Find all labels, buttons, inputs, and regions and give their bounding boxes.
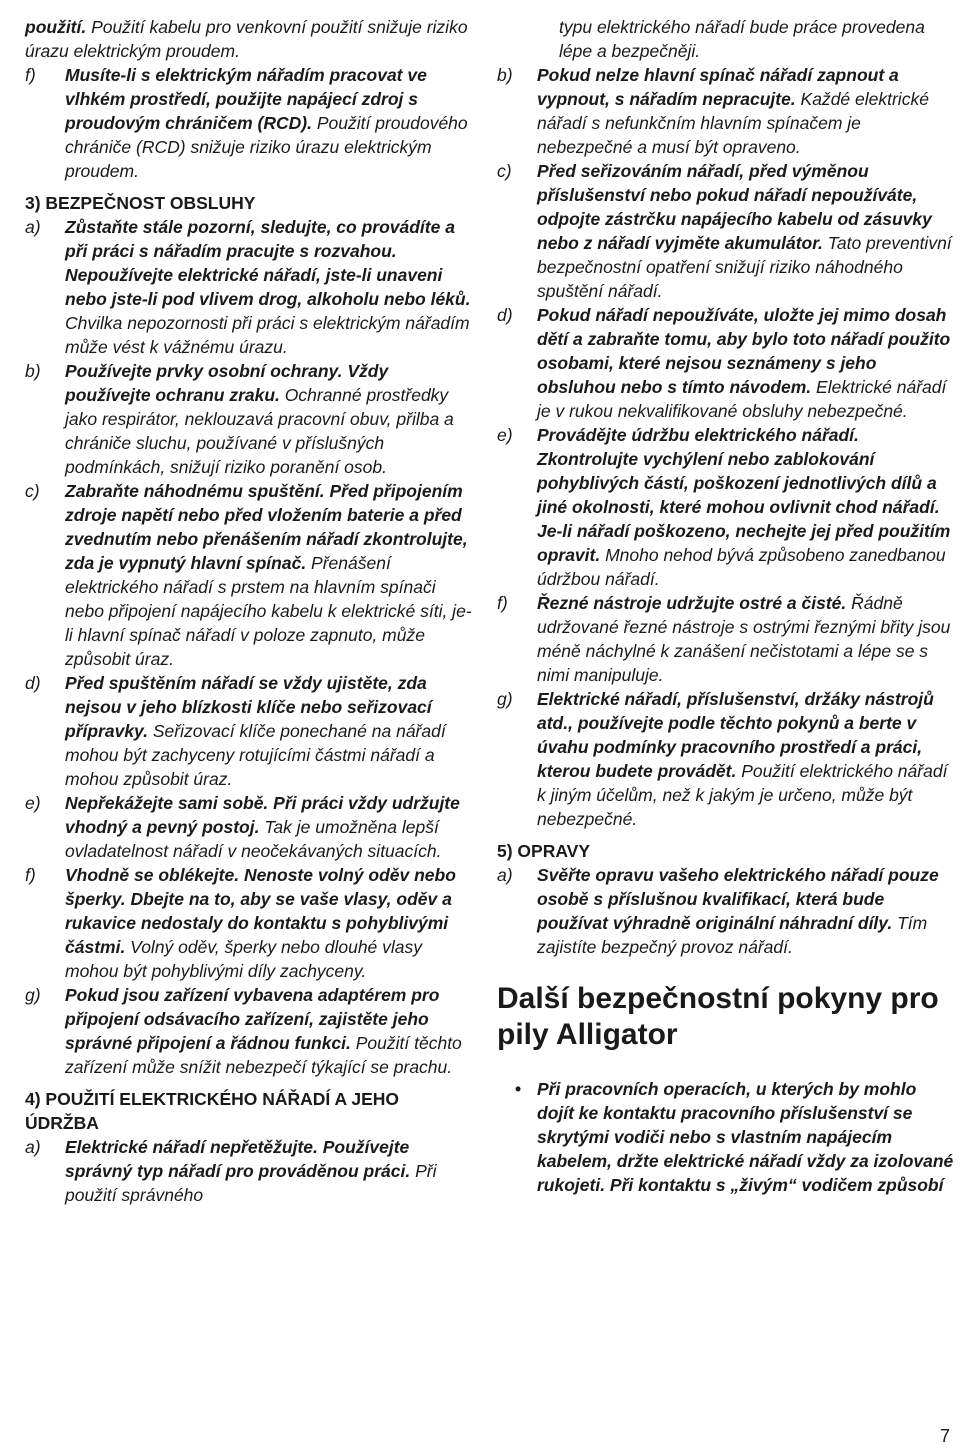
section-heading-3: 3) BEZPEČNOST OBSLUHY [25, 193, 256, 213]
list-letter: d) [25, 673, 41, 693]
list-item [25, 1135, 475, 1207]
list-letter: g) [497, 689, 513, 709]
list-item-bold: Pokud nelze hlavní spínač nářadí zapnout a vypnout, s nářadím nepracujte. [537, 65, 899, 109]
list-item-text: Použití elektrického nářadí k jiným účelům, než k jakým je určeno, může být nebezpečné. [537, 761, 948, 829]
list-item-bold: Svěřte opravu vašeho elektrického nářadí pouze osobě s příslušnou kvalifikací, která bude používat výhradně originální náhradní díly. [537, 865, 939, 933]
list-item [25, 359, 475, 479]
list-item [497, 591, 957, 687]
list-item-bold: Před seřizováním nářadí, před výměnou příslušenství nebo pokud nářadí nepoužíváte, odpojte zástrčku napájecího kabelu od zásuvky nebo z nářadí vyjměte akumulátor. [537, 161, 932, 253]
list-item [25, 983, 475, 1079]
left-column [25, 15, 475, 1207]
list-item [497, 303, 957, 423]
list-item-bold: Vhodně se oblékejte. Nenoste volný oděv nebo šperky. Dbejte na to, aby se vaše vlasy, oděv a rukavice nedostaly do kontaktu s pohyblivými částmi. [65, 865, 456, 957]
list-item [497, 159, 957, 303]
list-item-text: Při použití správného [65, 1161, 437, 1205]
section-heading-5: 5) OPRAVY [497, 841, 591, 861]
list-item-text: Mnoho nehod bývá způsobeno zanedbanou údržbou nářadí. [537, 545, 946, 589]
list-item-text: Každé elektrické nářadí s nefunkčním hlavním spínačem je nebezpečné a musí být opraveno. [537, 89, 929, 157]
list-item [25, 63, 475, 183]
list-item-bold: Elektrické nářadí, příslušenství, držáky nástrojů atd., používejte podle těchto pokynů a berte v úvahu podmínky pracovního prostředí a práci, kterou budete provádět. [537, 689, 934, 781]
list-item-bold: Před spuštěním nářadí se vždy ujistěte, zda nejsou v jeho blízkosti klíče nebo seřizovací přípravky. [65, 673, 432, 741]
list-item-text: Chvilka nepozornosti při práci s elektrickým nářadím může vést k vážnému úrazu. [65, 313, 470, 357]
list-letter: a) [497, 865, 513, 885]
list-item-text: Volný oděv, šperky nebo dlouhé vlasy mohou být pohyblivými díly zachyceny. [65, 937, 423, 981]
list-item [497, 63, 957, 159]
list-item-bold: Musíte-li s elektrickým nářadím pracovat ve vlhkém prostředí, použijte napájecí zdroj s proudovým chráničem (RCD). [65, 65, 427, 133]
list-letter: d) [497, 305, 513, 325]
right-column [497, 15, 957, 1197]
list-item-text: Použití těchto zařízení může snížit nebezpečí týkající se prachu. [65, 1033, 462, 1077]
section-4-list-right [497, 63, 957, 831]
section-heading-4: 4) POUŽITÍ ELEKTRICKÉHO NÁŘADÍ A JEHO ÚDRŽBA [25, 1089, 400, 1133]
list-item-bold: Řezné nástroje udržujte ostré a čisté. [537, 593, 847, 613]
section-3-list [25, 215, 475, 1079]
list-letter: a) [25, 1137, 41, 1157]
list-item-bold: Provádějte údržbu elektrického nářadí. Zkontrolujte vychýlení nebo zablokování pohyblivých částí, poškození jednotlivých dílů a jiné okolnosti, které mohou ovlivnit chod nářadí. Je-li nářadí poškozeno, nechejte jej před použitím opravit. [537, 425, 951, 565]
list-letter: f) [25, 65, 36, 85]
list-item-text: Použití proudového chrániče (RCD) snižuje riziko úrazu elektrickým proudem. [65, 113, 468, 181]
list-item [497, 687, 957, 831]
list-letter: e) [497, 425, 513, 445]
intro-lead: použití. [25, 17, 92, 37]
list-letter: g) [25, 985, 41, 1005]
page-number: 7 [940, 1426, 951, 1446]
section-4-list-left [25, 1135, 475, 1207]
list-item-text: Přenášení elektrického nářadí s prstem na hlavním spínači nebo připojení napájecího kabelu k elektrické síti, je-li hlavní spínač nářadí v poloze zapnuto, může způsobit úraz. [65, 553, 472, 669]
intro-text: Použití kabelu pro venkovní použití snižuje riziko úrazu elektrickým proudem. [25, 17, 468, 61]
list-letter: f) [497, 593, 508, 613]
continued-paragraph: typu elektrického nářadí bude práce provedena lépe a bezpečněji. [559, 17, 925, 61]
list-item-bold: Pokud nářadí nepoužíváte, uložte jej mimo dosah dětí a zabraňte tomu, aby bylo toto nářadí použito osobami, které nejsou seznámeny s jeho obsluhou nebo s tímto návodem. [537, 305, 951, 397]
list-item-text: Tím zajistíte bezpečný provoz nářadí. [537, 913, 928, 957]
list-letter: a) [25, 217, 41, 237]
bullet-item [497, 1077, 957, 1197]
list-item [25, 479, 475, 671]
page-heading: Další bezpečnostní pokyny pro pily Alligator [497, 982, 939, 1051]
list-letter: b) [25, 361, 41, 381]
list-item [497, 423, 957, 591]
list-item [497, 863, 957, 959]
list-item-bold: Používejte prvky osobní ochrany. Vždy používejte ochranu zraku. [65, 361, 389, 405]
list-item-text: Řádně udržované řezné nástroje s ostrými řeznými břity jsou méně náchylné k zanášení nečistotami a lépe se s nimi manipuluje. [537, 593, 951, 685]
list-item-bold: Zůstaňte stále pozorní, sledujte, co provádíte a při práci s nářadím pracujte s rozvahou. Nepoužívejte elektrické nářadí, jste-li unaveni nebo jste-li pod vlivem drog, alkoholu nebo léků. [65, 217, 471, 309]
list-item-bold: Pokud jsou zařízení vybavena adaptérem pro připojení odsávacího zařízení, zajistěte jeho správné připojení a řádnou funkci. [65, 985, 440, 1053]
list-item-bold: Elektrické nářadí nepřetěžujte. Používejte správný typ nářadí pro prováděnou práci. [65, 1137, 411, 1181]
bullet-text: Při pracovních operacích, u kterých by mohlo dojít ke kontaktu pracovního příslušenství se skrytými vodiči nebo s vlastním napájecím kabelem, držte elektrické nářadí vždy za izolované rukojeti. Při kontaktu s „živým“ vodičem způsobí [537, 1079, 954, 1195]
list-item-text: Tak je umožněna lepší ovladatelnost nářadí v neočekávaných situacích. [65, 817, 442, 861]
list-item-bold: Nepřekážejte sami sobě. Při práci vždy udržujte vhodný a pevný postoj. [65, 793, 460, 837]
list-item [25, 671, 475, 791]
list-letter: c) [25, 481, 40, 501]
list-item-text: Ochranné prostředky jako respirátor, neklouzavá pracovní obuv, přilba a chrániče sluchu, používané v příslušných podmínkách, snižují riziko poranění osob. [65, 385, 454, 477]
list-item-text: Elektrické nářadí je v rukou nekvalifikované obsluhy nebezpečné. [537, 377, 947, 421]
list-item [25, 215, 475, 359]
list-item-bold: Zabraňte náhodnému spuštění. Před připojením zdroje napětí nebo před vložením baterie a před zvednutím nebo přenášením nářadí zkontrolujte, zda je vypnutý hlavní spínač. [65, 481, 468, 573]
list-item-text: Seřizovací klíče ponechané na nářadí mohou být zachyceny rotujícími částmi nářadí a mohou způsobit úraz. [65, 721, 446, 789]
list-letter: c) [497, 161, 512, 181]
list-letter: f) [25, 865, 36, 885]
section-5-list [497, 863, 957, 959]
list-item-text: Tato preventivní bezpečnostní opatření snižují riziko náhodného spuštění nářadí. [537, 233, 952, 301]
list-letter: b) [497, 65, 513, 85]
list-letter: e) [25, 793, 41, 813]
list-item [25, 791, 475, 863]
bullet-icon: • [515, 1079, 522, 1099]
list-item [25, 863, 475, 983]
intro-paragraph [25, 15, 475, 63]
